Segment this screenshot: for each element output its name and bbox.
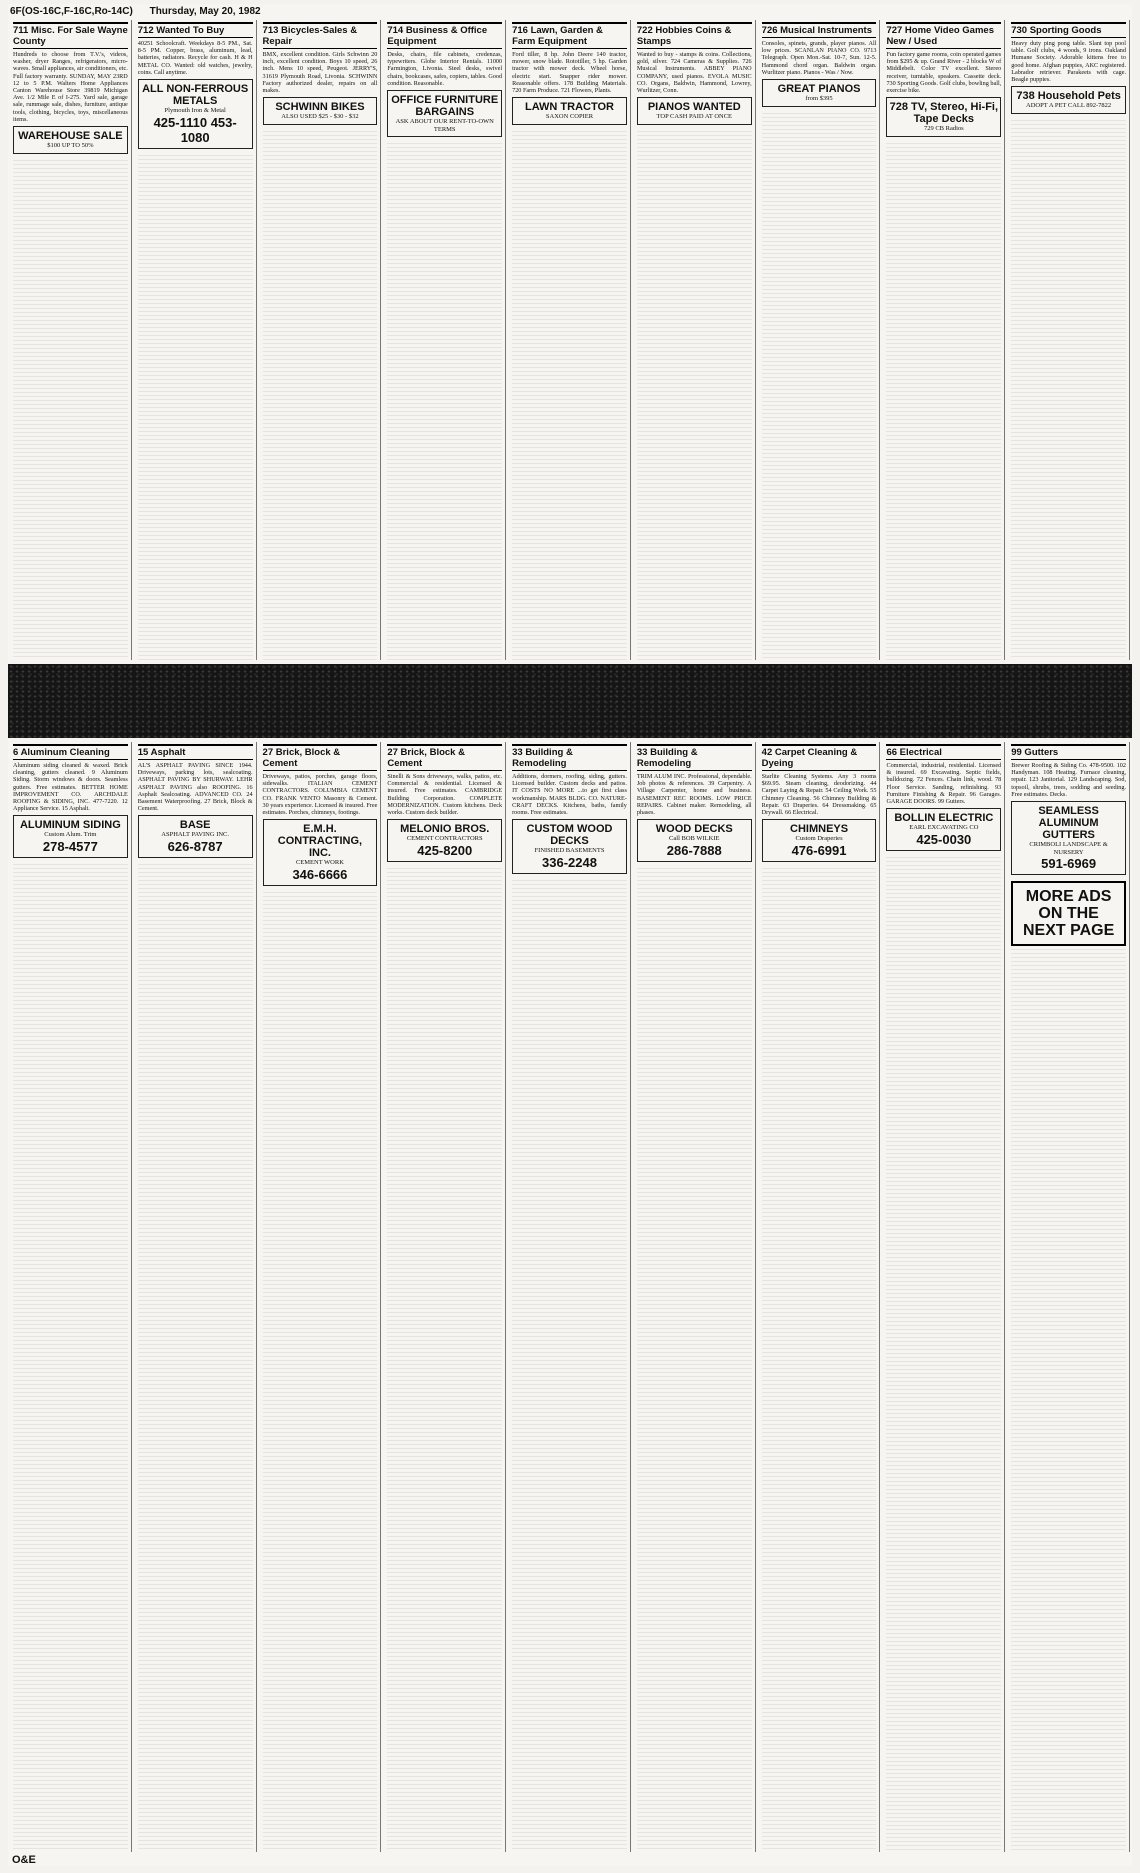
fine-print: [512, 128, 627, 660]
classified-text: Consoles, spinets, grands, player pianos. All low prices. SCANLAN PIANO CO. 9713 Telegraph. Open Mon.-Sat. 10-7, Sun. 12-5. Hammond chord organ. Baldwin organ. Wurlitzer piano. Pianos - Was / Now.: [761, 40, 877, 76]
ad-headline: SEAMLESS ALUMINUM GUTTERS: [1038, 805, 1099, 842]
ad-subline: ADOPT A PET CALL 892-7822: [1026, 102, 1112, 110]
fine-print: [13, 861, 128, 1852]
classified-column: [260, 20, 382, 660]
ad-phone: 278-4577: [42, 838, 98, 854]
newspaper-page: [8, 4, 1132, 1866]
classified-column: [384, 742, 506, 1852]
fine-print: [263, 128, 378, 660]
classified-text: Hundreds to choose from T.V.'s, videos, washer, dryer Ranges, refrigerators, micro-waves. Small appliances, air conditioners, etc. Full factory warranty. SUNDAY, MAY 23RD 12 to 5 P.M. Walters Home Appliances Canton Warehouse Store 39819 Michigan Ave. 1/2 Mile E of I-275. Yard sale, garage sale, rummage sale, dishes, furniture, antique tools, clothing, bicycles, toys, miscellaneous items.: [13, 51, 128, 123]
display-ad: [13, 815, 128, 858]
ad-phone: 346-6666: [292, 866, 348, 882]
classified-column: [384, 20, 506, 660]
display-ad: [263, 819, 378, 886]
classified-text: Driveways, patios, porches, garage floors, sidewalks. ITALIAN CEMENT CONTRACTORS. COLUMBIA CEMENT CO. FRANK VENTO Masonry & Cement. 30 years experience. Licensed & insured. Free estimates. Porches, chimneys, footings.: [262, 773, 378, 817]
section-heading: 727 Home Video Games New / Used: [886, 22, 1001, 49]
fine-print: [1011, 946, 1126, 1852]
display-ad: [512, 97, 627, 125]
classified-column: [883, 742, 1005, 1852]
classified-column: [260, 742, 382, 1852]
fine-print: [13, 157, 128, 660]
classified-column: [759, 742, 881, 1852]
ad-phone: 425-0030: [916, 831, 972, 847]
ad-headline: CUSTOM WOOD DECKS: [526, 823, 613, 848]
ad-headline: ALUMINUM SIDING: [19, 819, 121, 832]
fine-print: [512, 877, 627, 1852]
fine-print: [1011, 117, 1126, 660]
classified-text: Additions, dormers, roofing, siding, gutters. Licensed builder. Custom decks and patios. IT COSTS NO MORE ...to get first class workmanship. MARS BLDG. CO. NATURE-CRAFT DECKS. Kitchens, baths, family rooms. Free estimates.: [512, 773, 627, 817]
classified-column: [10, 742, 132, 1852]
issue-date: Thursday, May 20, 1982: [149, 6, 261, 17]
fine-print: [762, 865, 877, 1852]
display-ad: [886, 97, 1001, 137]
ad-headline: SCHWINN BIKES: [275, 101, 365, 114]
ad-phone: 336-2248: [542, 854, 597, 870]
fine-print: [138, 152, 253, 660]
more-ads-notice: MORE ADS ON THE NEXT PAGE: [1011, 881, 1126, 946]
section-heading: 730 Sporting Goods: [1011, 22, 1126, 38]
ad-subline: CRIMBOLI LANDSCAPE & NURSERY: [1029, 841, 1108, 856]
ad-subline: Call BOB WILKIE: [669, 835, 720, 843]
ad-headline: WOOD DECKS: [655, 823, 733, 836]
display-ad: [263, 97, 378, 125]
ad-subline: from $395: [805, 95, 833, 103]
section-heading: 713 Bicycles-Sales & Repair: [263, 22, 378, 49]
classified-column: [1008, 20, 1130, 660]
section-heading: 66 Electrical: [886, 744, 1001, 760]
section-heading: 42 Carpet Cleaning & Dyeing: [762, 744, 877, 771]
top-classified-columns: [10, 20, 1130, 660]
classified-column: [634, 742, 756, 1852]
ad-headline: 728 TV, Stereo, Hi-Fi, Tape Decks: [889, 101, 999, 126]
display-ad: [762, 819, 877, 862]
ad-subline: ASK ABOUT OUR RENT-TO-OWN TERMS: [395, 118, 494, 133]
ad-subline: CEMENT CONTRACTORS: [406, 835, 483, 843]
classified-column: [10, 20, 132, 660]
ad-headline: ALL NON-FERROUS METALS: [142, 83, 249, 108]
section-heading: 722 Hobbies Coins & Stamps: [637, 22, 752, 49]
fine-print: [637, 865, 752, 1852]
section-heading: 33 Building & Remodeling: [512, 744, 627, 771]
display-ad: [637, 819, 752, 862]
classified-column: [509, 20, 631, 660]
ad-subline: TOP CASH PAID AT ONCE: [656, 113, 733, 121]
ad-headline: LAWN TRACTOR: [524, 101, 614, 114]
ad-subline: FINISHED BASEMENTS: [534, 847, 605, 855]
classified-text: Aluminum siding cleaned & waxed. Brick cleaning, gutters cleaned. 9 Aluminum Siding. Storm windows & doors. Seamless gutters. Free estimates. BETTER HOME IMPROVEMENT CO. ARCHDALE ROOFING & SIDING, INC. 477-7220. 12 Appliance Service. 15 Asphalt.: [13, 762, 128, 813]
classified-column: [509, 742, 631, 1852]
section-heading: 27 Brick, Block & Cement: [263, 744, 378, 771]
classified-text: Desks, chairs, file cabinets, credenzas, typewriters. Globe Interior Rentals. 11000 Farmington, Livonia. Steel desks, swivel chairs, bookcases, safes, copiers, tables. Good condition. Reasonable.: [387, 51, 503, 87]
ad-subline: Plymouth Iron & Metal: [164, 107, 226, 115]
ad-headline: 738 Household Pets: [1016, 90, 1121, 103]
ad-headline: GREAT PIANOS: [777, 83, 861, 96]
classified-text: Fun factory game rooms, coin operated games from $295 & up. Grand River - 2 blocks W of Middlebelt. Color TV excellent. Stereo receiver, turntable, speakers. Cassette deck. 730 Sporting Goods. Golf clubs, bowling ball, exercise bike.: [886, 51, 1002, 95]
classified-column: [1008, 742, 1130, 1852]
display-ad: [13, 126, 128, 154]
display-ad: [762, 79, 877, 107]
classified-column: [135, 742, 257, 1852]
display-ad: [1011, 801, 1126, 875]
ad-headline: WAREHOUSE SALE: [18, 130, 123, 143]
ad-phone: 286-7888: [666, 842, 722, 858]
section-heading: 33 Building & Remodeling: [637, 744, 752, 771]
ad-headline: BOLLIN ELECTRIC: [894, 812, 994, 825]
section-heading: 711 Misc. For Sale Wayne County: [13, 22, 128, 49]
ad-subline: ASPHALT PAVING INC.: [161, 831, 230, 839]
fine-print: [886, 140, 1001, 660]
ad-subline: Custom Alum. Trim: [44, 831, 97, 839]
ad-headline: CHIMNEYS: [790, 823, 849, 836]
section-heading: 716 Lawn, Garden & Farm Equipment: [512, 22, 627, 49]
edition-code: 6F(OS-16C,F-16C,Ro-14C): [10, 6, 133, 17]
classified-text: Starlite Cleaning Systems. Any 3 rooms $69.95. Steam cleaning, deodorizing. 44 Carpet Laying & Repair. 54 Ceiling Work. 55 Chimney Cleaning. 56 Chimney Building & Repair. 63 Draperies. 64 Dressmaking. 65 Drywall. 66 Electrical.: [761, 773, 877, 817]
ad-subline: ALSO USED $25 - $30 - $32: [281, 113, 359, 121]
section-heading: 6 Aluminum Cleaning: [13, 744, 128, 760]
ad-phone: 425-8200: [417, 842, 473, 858]
display-ad: [138, 815, 253, 858]
classified-text: 40251 Schoolcraft. Weekdays 8-5 PM., Sat. 8-5 PM. Copper, brass, aluminum, lead, batteries, radiators. Recycle for cash. H & H METAL CO. Wanted: old watches, jewelry, coins. Call anytime.: [137, 40, 253, 76]
classified-column: [135, 20, 257, 660]
page-folio: [10, 6, 275, 17]
display-ad: [886, 808, 1001, 851]
ad-subline: $100 UP TO 50%: [47, 142, 94, 150]
display-ad: [1011, 86, 1126, 114]
fine-print: [263, 889, 378, 1852]
fine-print: [762, 110, 877, 660]
section-heading: 15 Asphalt: [138, 744, 253, 760]
classified-text: Ford tiller, 8 hp. John Deere 140 tractor, mower, snow blade. Rototiller, 5 hp. Garden tractor with mower deck. Wheel horse, electric start. Snapper rider mower. Reasonable offers. 178 Building Materials. 720 Farm Produce. 721 Flowers, Plants.: [512, 51, 627, 95]
ad-subline: CEMENT WORK: [295, 859, 344, 867]
classified-text: Commercial, industrial, residential. Licensed & insured. 69 Excavating. Septic fields, bulldozing. 72 Fences. Chain link, wood. 78 Floor Service. Sanding, refinishing. 93 Furniture Finishing & Repair. 96 Garages. GARAGE DOORS. 99 Gutters.: [886, 762, 1002, 806]
classified-text: BMX, excellent condition. Girls Schwinn 20 inch, excellent condition. Boys 10 speed, 26 inch. Mens 10 speed, Peugeot. JERRY'S, 31619 Plymouth Road, Livonia. SCHWINN Factory authorized dealer, repairs on all makes.: [262, 51, 378, 95]
display-ad: [637, 97, 752, 125]
ad-headline: E.M.H. CONTRACTING, INC.: [277, 823, 363, 860]
display-ad: [387, 819, 502, 862]
classified-text: Brewer Roofing & Siding Co. 478-9500. 102 Handyman. 108 Heating. Furnace cleaning, repair. 123 Janitorial. 129 Landscaping. Sod, topsoil, shrubs, trees, sodding and seeding. Free estimates. Decks.: [1011, 762, 1126, 798]
classified-text: AL'S ASPHALT PAVING SINCE 1944. Driveways, parking lots, sealcoating. ASPHALT PAVING BY SHURWAY. LEHR ASPHALT PAVING also ROOFING. 16 Asphalt Sealcoating. ADVANCED CO. 24 Basement Waterproofing. 27 Brick, Block & Cement.: [137, 762, 253, 813]
classified-column: [883, 20, 1005, 660]
ad-headline: OFFICE FURNITURE BARGAINS: [391, 94, 499, 119]
ad-phone: 626-8787: [167, 838, 223, 854]
ad-phone: 476-6991: [791, 842, 847, 858]
fine-print: [886, 854, 1001, 1852]
section-heading: 714 Business & Office Equipment: [387, 22, 502, 49]
fine-print: [387, 865, 502, 1852]
section-heading: 27 Brick, Block & Cement: [387, 744, 502, 771]
ad-headline: PIANOS WANTED: [647, 101, 741, 114]
ad-subline: EARL EXCAVATING CO: [909, 824, 979, 832]
section-heading: 726 Musical Instruments: [762, 22, 877, 38]
ad-subline: SAXON COPIER: [545, 113, 594, 121]
classified-text: Wanted to buy - stamps & coins. Collections, gold, silver. 724 Cameras & Supplies. 726 Musical Instruments. ABBEY PIANO COMPANY, used pianos. EVOLA MUSIC CO. Organs, Baldwin, Hammond, Lowrey, Wurlitzer, Conn.: [636, 51, 752, 95]
scan-noise-band: [8, 664, 1132, 738]
ad-headline: MELONIO BROS.: [400, 823, 490, 836]
ad-phone: 591-6969: [1041, 856, 1097, 872]
footer-logo: O&E: [12, 1854, 36, 1866]
fine-print: [387, 140, 502, 660]
fine-print: [138, 861, 253, 1852]
classified-column: [634, 20, 756, 660]
section-heading: 712 Wanted To Buy: [138, 22, 253, 38]
ad-phone: 425-1110 453-1080: [153, 114, 237, 145]
display-ad: [512, 819, 627, 874]
ad-subline: Custom Draperies: [795, 835, 843, 843]
ad-headline: BASE: [179, 819, 211, 832]
display-ad: [138, 79, 253, 149]
classified-column: [759, 20, 881, 660]
classified-text: TRIM ALUM INC. Professional, dependable. Job photos & references. 39 Carpentry. A Village Carpenter, home and business. BASEMENT REC ROOMS. LOW PRICE REPAIRS. Cabinet maker. Remodeling, all phases.: [636, 773, 752, 817]
section-heading: 99 Gutters: [1011, 744, 1126, 760]
classified-text: Heavy duty ping pong table. Slant top pool table. Golf clubs, 4 woods, 9 irons. Oakland Humane Society. Adorable kittens free to good home. Afghan puppies, AKC registered. Labrador retriever. Parakeets with cage. Beagle puppies.: [1011, 40, 1126, 84]
ad-subline: 729 CB Radios: [923, 125, 964, 133]
bottom-service-directory: [10, 742, 1130, 1852]
display-ad: [387, 90, 502, 137]
fine-print: [637, 128, 752, 660]
classified-text: Sinelli & Sons driveways, walks, patios, etc. Commercial & residential. Licensed & insured. Free estimates. CAMBRIDGE Building Corporation. COMPLETE MODERNIZATION. Custom kitchens. Deck works. Custom deck builder.: [387, 773, 503, 817]
